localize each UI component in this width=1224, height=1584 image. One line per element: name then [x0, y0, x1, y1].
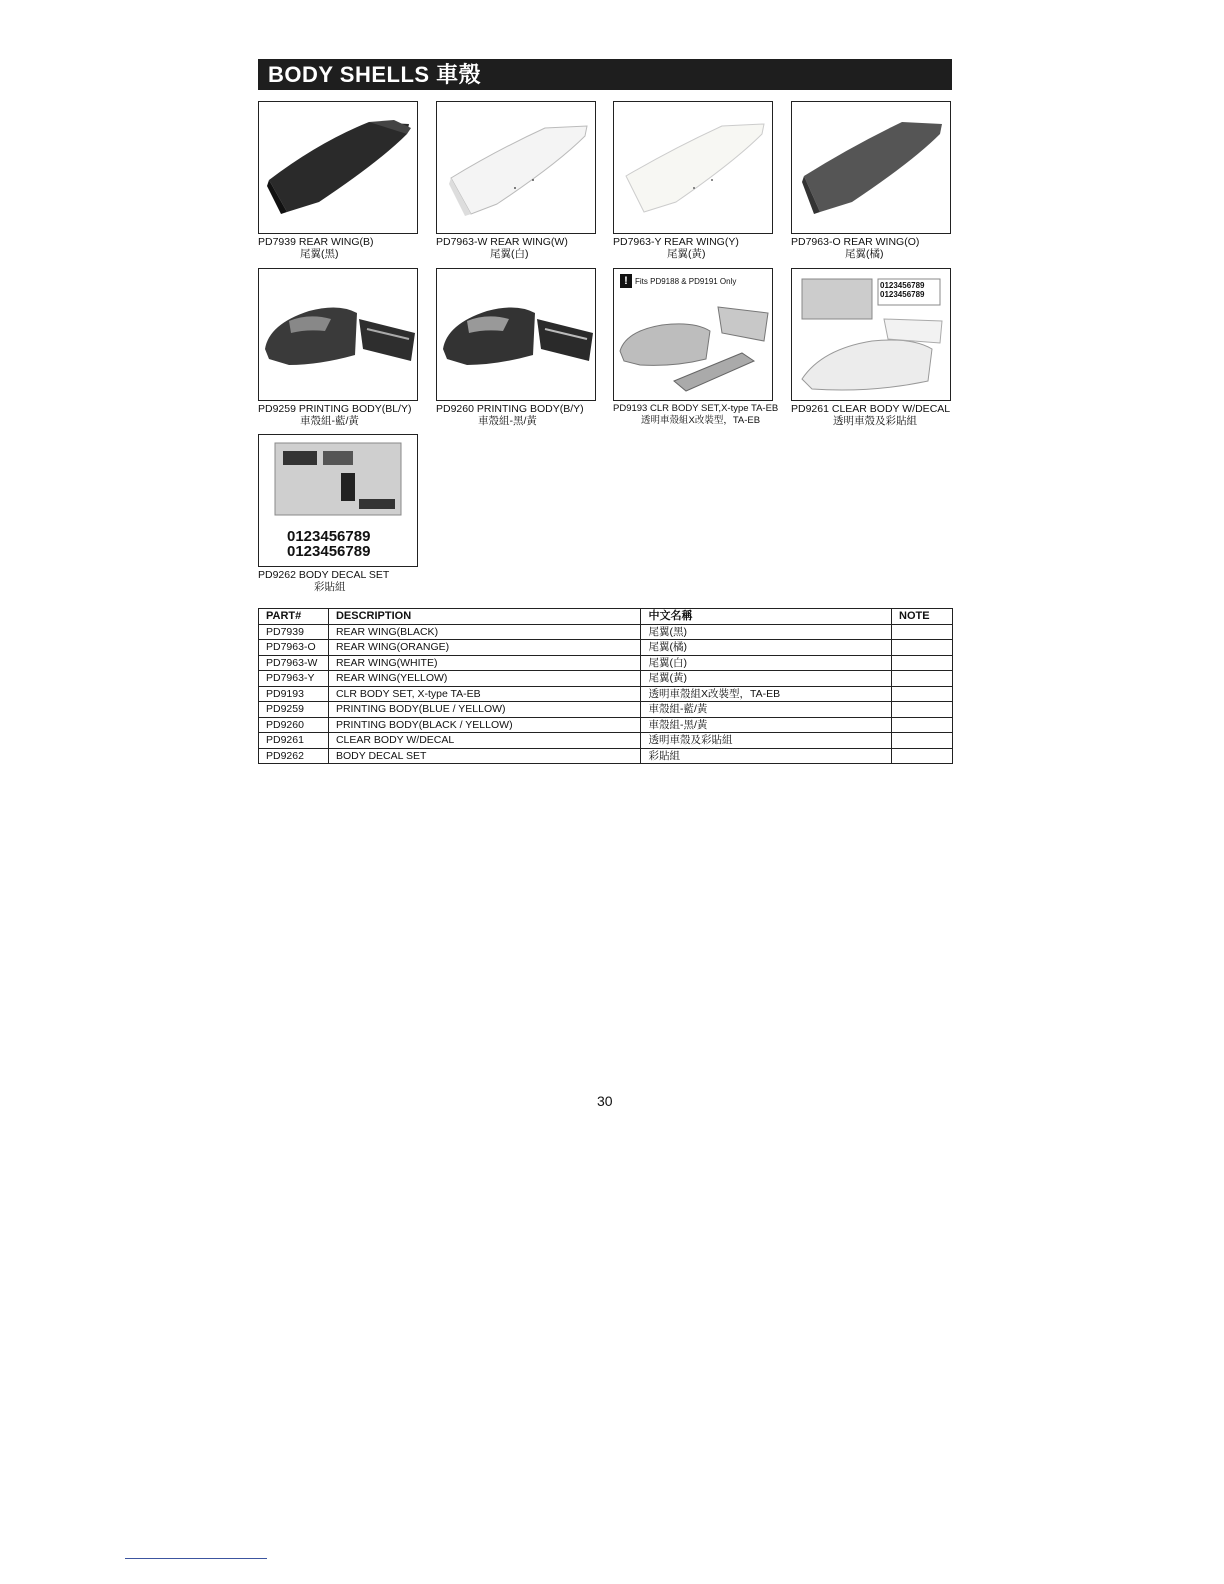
- card-caption-en: PD7963-O REAR WING(O): [791, 236, 920, 248]
- product-card-pd9261: [791, 268, 951, 427]
- product-card-pd7963-o: [791, 101, 951, 260]
- card-caption-en: PD9193 CLR BODY SET,X-type TA-EB: [613, 403, 779, 414]
- card-caption-en: PD7963-W REAR WING(W): [436, 236, 568, 248]
- card-caption-zh: 車殼組-藍/黃: [300, 415, 359, 427]
- table-cell: [892, 640, 953, 656]
- table-cell: PD7939: [259, 624, 329, 640]
- table-cell: CLEAR BODY W/DECAL: [328, 733, 641, 749]
- table-cell: BODY DECAL SET: [328, 748, 641, 764]
- table-cell: 尾翼(黑): [641, 624, 892, 640]
- table-cell: [892, 733, 953, 749]
- footer-rule: [125, 1558, 267, 1559]
- table-row: [259, 671, 953, 687]
- table-row: [259, 702, 953, 718]
- table-cell: [892, 655, 953, 671]
- section-title: BODY SHELLS 車殼: [258, 59, 952, 90]
- table-cell: PRINTING BODY(BLUE / YELLOW): [328, 702, 641, 718]
- table-header-cell: 中文名稱: [641, 609, 892, 625]
- table-cell: PRINTING BODY(BLACK / YELLOW): [328, 717, 641, 733]
- card-caption-en: PD9262 BODY DECAL SET: [258, 569, 390, 581]
- table-row: [259, 733, 953, 749]
- product-card-pd9262: [258, 434, 418, 593]
- table-header-cell: DESCRIPTION: [328, 609, 641, 625]
- table-cell: CLR BODY SET, X-type TA-EB: [328, 686, 641, 702]
- product-card-pd9193: [613, 268, 779, 427]
- table-cell: 尾翼(白): [641, 655, 892, 671]
- card-caption-zh: 尾翼(黃): [667, 248, 706, 260]
- table-header-cell: PART#: [259, 609, 329, 625]
- table-cell: [892, 717, 953, 733]
- table-cell: 尾翼(橘): [641, 640, 892, 656]
- clear-body-set-image: [613, 268, 773, 401]
- warning-icon: !: [620, 274, 632, 288]
- card-caption-zh: 透明車殼組X改裝型，TA-EB: [641, 415, 761, 426]
- decal-numbers: 0123456789 0123456789: [880, 281, 925, 299]
- rear-wing-black-image: [258, 101, 418, 234]
- clear-body-decal-image: [791, 268, 951, 401]
- table-cell: PD9259: [259, 702, 329, 718]
- fits-note-text: Fits PD9188 & PD9191 Only: [635, 276, 737, 286]
- card-caption-zh: 車殼組-黑/黃: [478, 415, 537, 427]
- table-cell: 透明車殼及彩貼組: [641, 733, 892, 749]
- body-decal-set-image: [258, 434, 418, 567]
- card-caption-zh: 尾翼(黑): [300, 248, 339, 260]
- table-cell: [892, 671, 953, 687]
- page-number: 30: [597, 1093, 613, 1109]
- table-cell: PD7963-O: [259, 640, 329, 656]
- card-caption-en: PD9259 PRINTING BODY(BL/Y): [258, 403, 412, 415]
- table-cell: REAR WING(YELLOW): [328, 671, 641, 687]
- rear-wing-yellow-image: [613, 101, 773, 234]
- table-cell: [892, 624, 953, 640]
- card-caption-zh: 尾翼(橘): [845, 248, 884, 260]
- table-cell: REAR WING(BLACK): [328, 624, 641, 640]
- card-caption-en: PD9261 CLEAR BODY W/DECAL: [791, 403, 951, 415]
- table-row: [259, 640, 953, 656]
- table-cell: PD7963-Y: [259, 671, 329, 687]
- table-cell: [892, 686, 953, 702]
- card-caption-en: PD7939 REAR WING(B): [258, 236, 374, 248]
- table-cell: REAR WING(ORANGE): [328, 640, 641, 656]
- table-row: [259, 624, 953, 640]
- table-cell: [892, 748, 953, 764]
- printing-body-black-yellow-image: [436, 268, 596, 401]
- table-cell: PD9261: [259, 733, 329, 749]
- card-caption-zh: 尾翼(白): [490, 248, 529, 260]
- product-card-pd9259: [258, 268, 418, 427]
- table-cell: 透明車殼組X改裝型，TA-EB: [641, 686, 892, 702]
- table-cell: PD7963-W: [259, 655, 329, 671]
- table-cell: 尾翼(黃): [641, 671, 892, 687]
- parts-table: [258, 608, 953, 764]
- card-caption-en: PD9260 PRINTING BODY(B/Y): [436, 403, 584, 415]
- product-card-pd9260: [436, 268, 596, 427]
- product-card-pd7939: [258, 101, 418, 260]
- table-header-cell: NOTE: [892, 609, 953, 625]
- product-card-pd7963-w: [436, 101, 596, 260]
- table-cell: REAR WING(WHITE): [328, 655, 641, 671]
- table-cell: PD9262: [259, 748, 329, 764]
- table-cell: PD9193: [259, 686, 329, 702]
- decal-numbers-large: 0123456789 0123456789: [287, 528, 371, 560]
- table-row: [259, 717, 953, 733]
- table-header-row: [259, 609, 953, 625]
- card-caption-zh: 透明車殼及彩貼組: [833, 415, 917, 427]
- table-row: [259, 655, 953, 671]
- rear-wing-white-image: [436, 101, 596, 234]
- table-cell: PD9260: [259, 717, 329, 733]
- table-cell: [892, 702, 953, 718]
- card-caption-en: PD7963-Y REAR WING(Y): [613, 236, 739, 248]
- table-row: [259, 686, 953, 702]
- rear-wing-orange-image: [791, 101, 951, 234]
- table-row: [259, 748, 953, 764]
- table-cell: 車殼組-黑/黃: [641, 717, 892, 733]
- table-cell: 車殼組-藍/黃: [641, 702, 892, 718]
- card-caption-zh: 彩貼組: [314, 581, 346, 593]
- printing-body-blue-yellow-image: [258, 268, 418, 401]
- product-card-pd7963-y: [613, 101, 773, 260]
- table-cell: 彩貼組: [641, 748, 892, 764]
